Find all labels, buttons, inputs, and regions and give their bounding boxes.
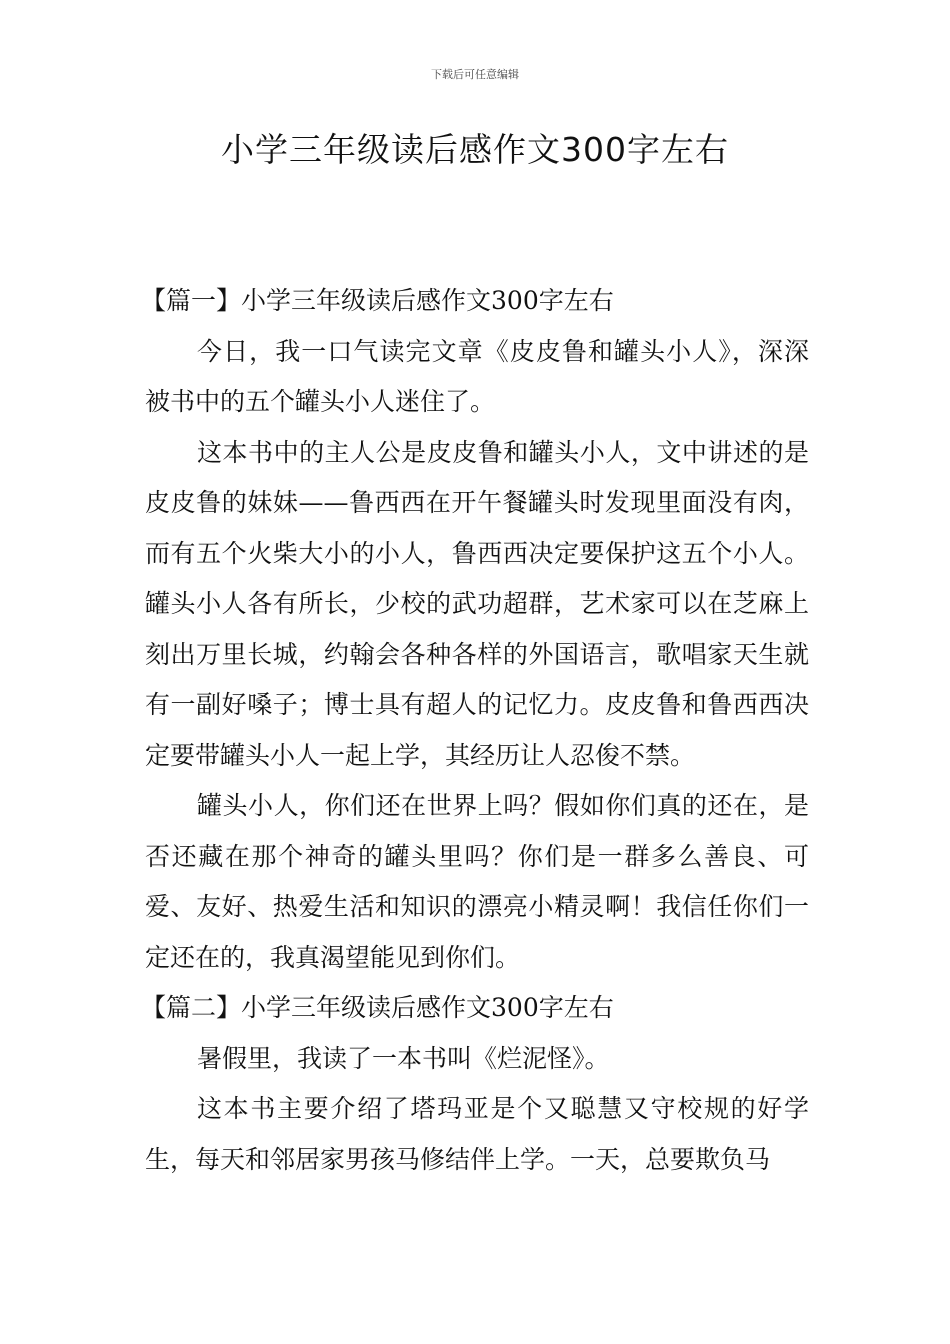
paragraph: 这本书主要介绍了塔玛亚是个又聪慧又守校规的好学生，每天和邻居家男孩马修结伴上学。一天，总要欺负马 — [145, 1094, 809, 1174]
header-note: 下载后可任意编辑 — [431, 68, 519, 81]
page-title: 小学三年级读后感作文300字左右 — [221, 130, 729, 169]
paragraph: 暑假里，我读了一本书叫《烂泥怪》。 — [197, 1043, 610, 1073]
paragraph: 今日，我一口气读完文章《皮皮鲁和罐头小人》，深深被书中的五个罐头小人迷住了。 — [145, 336, 809, 416]
paragraph: 罐头小人，你们还在世界上吗？假如你们真的还在，是否还藏在那个神奇的罐头里吗？你们是一群多么善良、可爱、友好、热爱生活和知识的漂亮小精灵啊！我信任你们一定还在的，我真渴望能见到你们。 — [145, 791, 809, 972]
section-heading: 【篇一】小学三年级读后感作文300字左右 — [141, 286, 614, 315]
paragraph: 这本书中的主人公是皮皮鲁和罐头小人，文中讲述的是皮皮鲁的妹妹——鲁西西在开午餐罐头时发现里面没有肉，而有五个火柴大小的小人，鲁西西决定要保护这五个小人。罐头小人各有所长，少校的武功超群，艺术家可以在芝麻上刻出万里长城，约翰会各种各样的外国语言，歌唱家天生就有一副好嗓子；博士具有超人的记忆力。皮皮鲁和鲁西西决定要带罐头小人一起上学，其经历让人忍俊不禁。 — [145, 437, 809, 770]
section-heading: 【篇二】小学三年级读后感作文300字左右 — [141, 993, 614, 1022]
document-body — [141, 276, 809, 1185]
